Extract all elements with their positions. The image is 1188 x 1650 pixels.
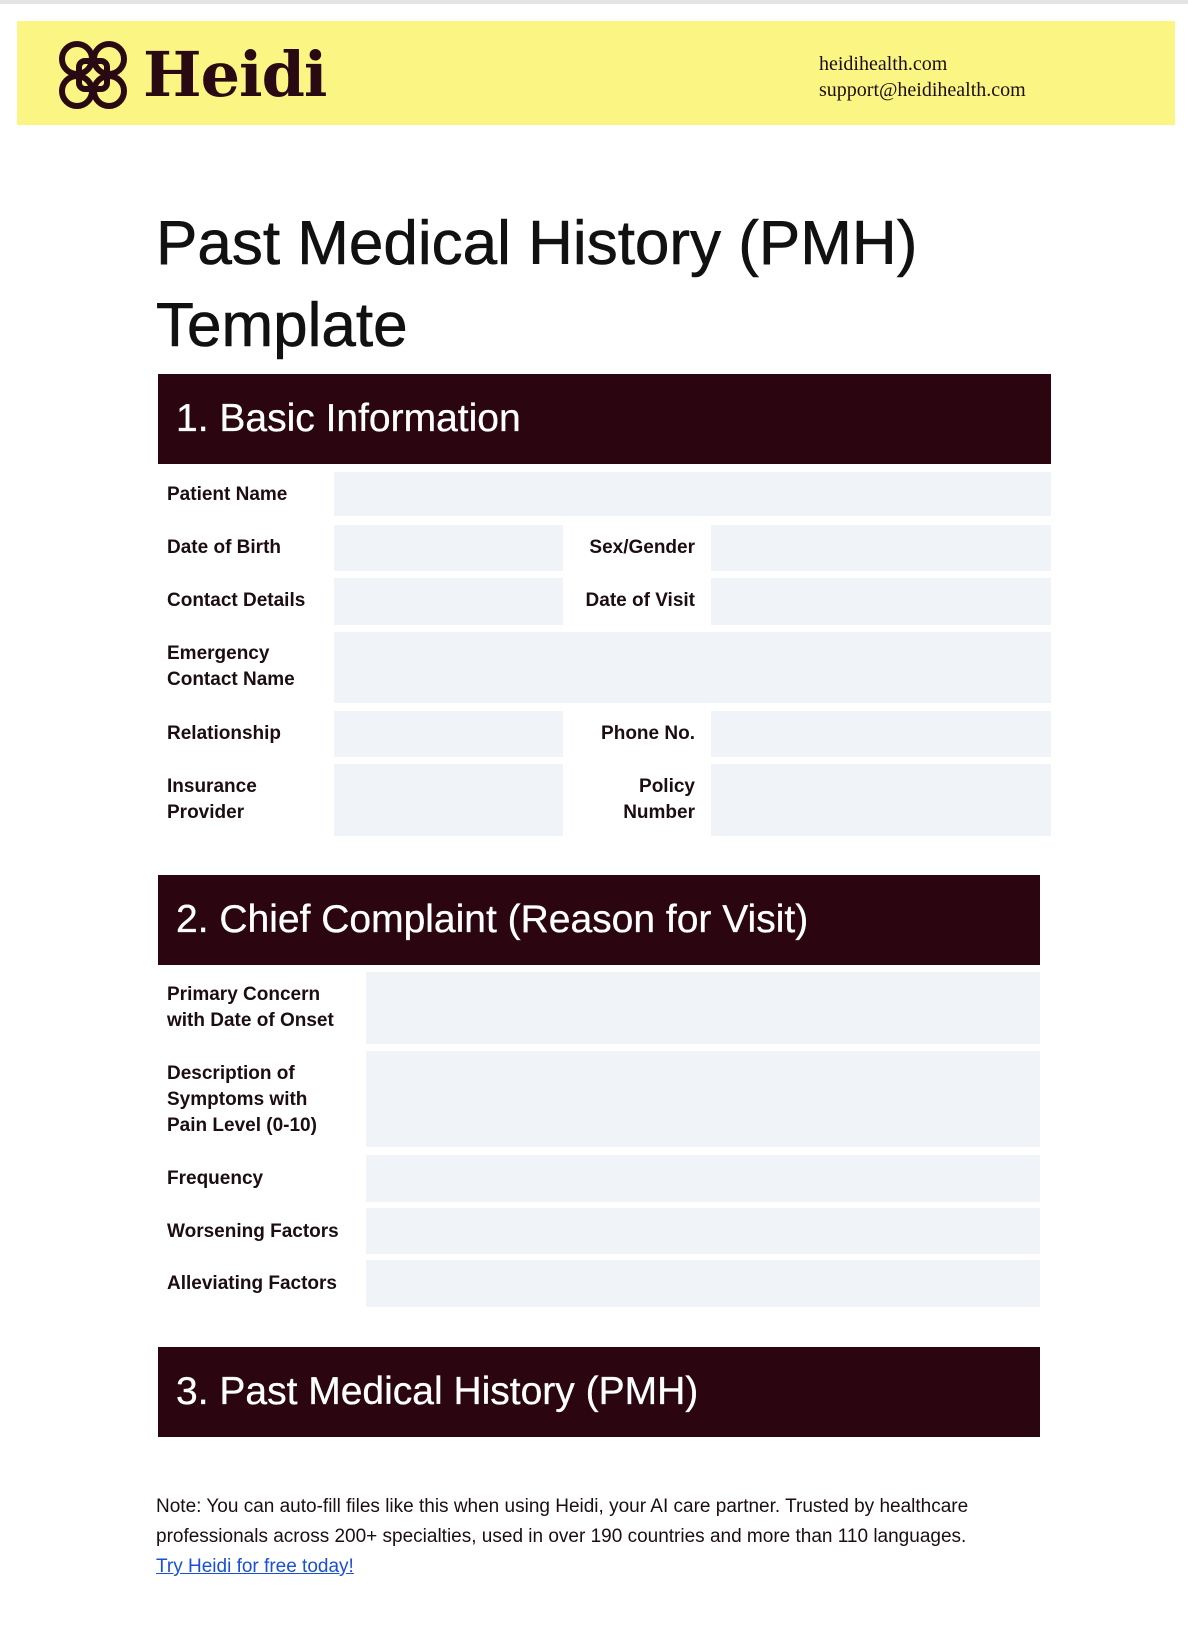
worsening-factors-input[interactable]: [366, 1208, 1040, 1254]
top-rule: [0, 0, 1188, 4]
try-heidi-link[interactable]: Try Heidi for free today!: [156, 1556, 354, 1577]
brand-logo: [55, 37, 326, 113]
phone-no-label: Phone No.: [601, 723, 695, 744]
policy-number-input[interactable]: [711, 764, 1051, 836]
primary-concern-label-line-2: with Date of Onset: [167, 1010, 334, 1031]
emergency-contact-label-line-2: Contact Name: [167, 669, 295, 690]
insurance-provider-input[interactable]: [334, 764, 563, 836]
support-email-link[interactable]: support@heidihealth.com: [819, 79, 1026, 101]
policy-number-label-line-1: Policy: [639, 776, 695, 797]
website-link[interactable]: heidihealth.com: [819, 53, 948, 75]
brand-name: Heidi: [143, 38, 327, 111]
emergency-contact-label-line-1: Emergency: [167, 643, 270, 664]
phone-no-input[interactable]: [711, 711, 1051, 757]
date-of-visit-input[interactable]: [711, 578, 1051, 625]
symptoms-description-label-line-1: Description of: [167, 1063, 295, 1084]
alleviating-factors-label: Alleviating Factors: [167, 1273, 337, 1294]
emergency-contact-label: [167, 641, 295, 693]
symptoms-description-label: [167, 1061, 317, 1139]
footer-note: [156, 1492, 1056, 1582]
contact-details-label: Contact Details: [167, 590, 306, 611]
section-chief-complaint: 2. Chief Complaint (Reason for Visit): [158, 875, 1040, 965]
section-past-medical-history: 3. Past Medical History (PMH): [158, 1347, 1040, 1437]
frequency-label: Frequency: [167, 1168, 264, 1189]
insurance-provider-label-line-1: Insurance: [167, 776, 257, 797]
contact-details-input[interactable]: [334, 578, 563, 625]
title-line-2: Template: [156, 291, 408, 360]
primary-concern-label: [167, 982, 334, 1034]
header-contact: [819, 51, 1026, 103]
section-basic-information: 1. Basic Information: [158, 374, 1051, 464]
frequency-input[interactable]: [366, 1155, 1040, 1202]
symptoms-description-label-line-2: Symptoms with: [167, 1089, 308, 1110]
sex-gender-input[interactable]: [711, 525, 1051, 571]
sex-gender-label: Sex/Gender: [589, 537, 695, 558]
symptoms-description-label-line-3: Pain Level (0-10): [167, 1115, 317, 1136]
primary-concern-input[interactable]: [366, 972, 1040, 1044]
date-of-birth-label: Date of Birth: [167, 537, 281, 558]
patient-name-label: Patient Name: [167, 484, 288, 505]
policy-number-label: [566, 774, 695, 826]
footer-note-text: Note: You can auto-fill files like this when using Heidi, your AI care partner. Trusted by healthcare professionals across 200+ specialties, used in over 190 countries and more than 110 languages.: [156, 1496, 969, 1547]
insurance-provider-label: [167, 774, 257, 826]
date-of-birth-input[interactable]: [334, 525, 563, 571]
header-band: [17, 21, 1175, 125]
date-of-visit-label: Date of Visit: [585, 590, 695, 611]
insurance-provider-label-line-2: Provider: [167, 802, 245, 823]
relationship-input[interactable]: [334, 711, 563, 757]
patient-name-input[interactable]: [334, 472, 1051, 516]
policy-number-label-line-2: Number: [623, 802, 695, 823]
relationship-label: Relationship: [167, 723, 282, 744]
symptoms-description-input[interactable]: [366, 1051, 1040, 1147]
primary-concern-label-line-1: Primary Concern: [167, 984, 321, 1005]
heidi-knot-icon: [55, 37, 131, 113]
document-title: [156, 203, 1056, 367]
emergency-contact-input[interactable]: [334, 632, 1051, 703]
alleviating-factors-input[interactable]: [366, 1260, 1040, 1307]
title-line-1: Past Medical History (PMH): [156, 209, 918, 278]
worsening-factors-label: Worsening Factors: [167, 1221, 339, 1242]
